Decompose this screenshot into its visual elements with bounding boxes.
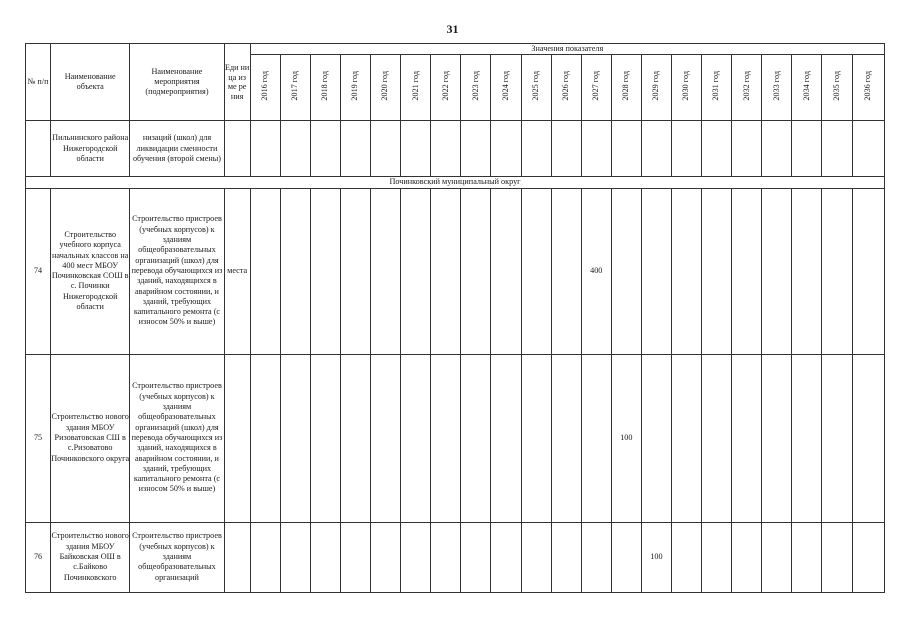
header-year: [491, 55, 521, 121]
header-year-label: 2017 год: [290, 71, 300, 101]
row-measure: Строительство пристроев (учебных корпусов) к зданиям общеобразовательных организаций: [130, 522, 224, 592]
row-num: 75: [26, 354, 51, 522]
value-cell: [280, 188, 310, 354]
header-year-label: 2023 год: [470, 71, 480, 101]
value-cell: [280, 354, 310, 522]
header-unit: Еди ни ца из ме ре ния: [224, 44, 250, 121]
value-cell: [461, 354, 491, 522]
row-unit: [224, 522, 250, 592]
value-cell: [371, 522, 401, 592]
header-measure-name: Наименование мероприятия (подмероприятия): [130, 44, 224, 121]
header-year: [521, 55, 551, 121]
header-year: [671, 55, 701, 121]
value-cell: [792, 121, 822, 177]
header-year-label: 2028 год: [621, 71, 631, 101]
row-object: Строительство нового здания МБОУ Ризоватовская СШ в с.Ризоватово Починковского округа: [51, 354, 130, 522]
value-cell: [431, 522, 461, 592]
row-unit: [224, 354, 250, 522]
header-year: [822, 55, 852, 121]
value-cell: [461, 121, 491, 177]
header-year-label: 2024 год: [500, 71, 510, 101]
header-year: [762, 55, 792, 121]
table-row: [26, 354, 885, 522]
value-cell: [521, 188, 551, 354]
value-cell: [340, 522, 370, 592]
row-unit: места: [224, 188, 250, 354]
header-year: [641, 55, 671, 121]
value-cell: [371, 354, 401, 522]
value-cell: [702, 188, 732, 354]
value-cell: [792, 354, 822, 522]
continuation-num: [26, 121, 51, 177]
value-cell: [732, 121, 762, 177]
value-cell: [732, 522, 762, 592]
value-cell: [671, 522, 701, 592]
header-year: [250, 55, 280, 121]
value-cell: [310, 121, 340, 177]
value-cell: 400: [581, 188, 611, 354]
value-cell: [551, 522, 581, 592]
header-year-label: 2019 год: [350, 71, 360, 101]
value-cell: [822, 522, 852, 592]
continuation-row: [26, 121, 885, 177]
indicator-table: [25, 43, 885, 593]
header-year: [340, 55, 370, 121]
header-year-label: 2032 год: [741, 71, 751, 101]
continuation-unit: [224, 121, 250, 177]
value-cell: [792, 522, 822, 592]
value-cell: [762, 188, 792, 354]
value-cell: [822, 121, 852, 177]
value-cell: [611, 188, 641, 354]
header-year: [551, 55, 581, 121]
header-year-label: 2035 год: [831, 71, 841, 101]
value-cell: [431, 354, 461, 522]
value-cell: [852, 188, 884, 354]
section-row: [26, 177, 885, 188]
value-cell: [641, 354, 671, 522]
value-cell: [491, 121, 521, 177]
row-object: Строительство учебного корпуса начальных классов на 400 мест МБОУ Починковская СОШ в с. Починки Нижегородской области: [51, 188, 130, 354]
value-cell: [671, 354, 701, 522]
table-row: [26, 188, 885, 354]
header-year: [611, 55, 641, 121]
value-cell: [762, 522, 792, 592]
header-year: [581, 55, 611, 121]
header-year: [401, 55, 431, 121]
header-year-label: 2029 год: [651, 71, 661, 101]
header-year-label: 2016 год: [260, 71, 270, 101]
value-cell: [581, 121, 611, 177]
value-cell: [310, 354, 340, 522]
header-year-label: 2031 год: [711, 71, 721, 101]
header-year: [310, 55, 340, 121]
header-year-label: 2020 год: [380, 71, 390, 101]
value-cell: [491, 354, 521, 522]
value-cell: [611, 121, 641, 177]
header-year-label: 2027 год: [591, 71, 601, 101]
value-cell: [250, 354, 280, 522]
value-cell: [641, 188, 671, 354]
value-cell: [521, 354, 551, 522]
value-cell: [852, 121, 884, 177]
value-cell: [491, 522, 521, 592]
header-year: [792, 55, 822, 121]
row-num: 76: [26, 522, 51, 592]
value-cell: [792, 188, 822, 354]
value-cell: [431, 188, 461, 354]
value-cell: [431, 121, 461, 177]
value-cell: [671, 121, 701, 177]
value-cell: [280, 121, 310, 177]
value-cell: [461, 188, 491, 354]
value-cell: [611, 522, 641, 592]
header-year: [371, 55, 401, 121]
value-cell: [551, 188, 581, 354]
value-cell: [822, 188, 852, 354]
continuation-object: Пильнинского района Нижегородской области: [51, 121, 130, 177]
header-year: [702, 55, 732, 121]
header-year-label: 2036 год: [863, 71, 873, 101]
header-num: № п/п: [26, 44, 51, 121]
header-year-label: 2018 год: [320, 71, 330, 101]
header-year: [732, 55, 762, 121]
value-cell: [401, 354, 431, 522]
value-cell: 100: [611, 354, 641, 522]
value-cell: [401, 522, 431, 592]
value-cell: [702, 354, 732, 522]
value-cell: [702, 522, 732, 592]
value-cell: [491, 188, 521, 354]
value-cell: [641, 121, 671, 177]
header-year-label: 2021 год: [410, 71, 420, 101]
row-object: Строительство нового здания МБОУ Байковская ОШ в с.Байково Починковского: [51, 522, 130, 592]
header-year-label: 2026 год: [561, 71, 570, 101]
header-year-label: 2030 год: [681, 71, 691, 101]
row-num: 74: [26, 188, 51, 354]
header-year: [461, 55, 491, 121]
value-cell: [732, 354, 762, 522]
header-values-group: Значения показателя: [250, 44, 884, 55]
value-cell: [521, 121, 551, 177]
value-cell: [671, 188, 701, 354]
value-cell: [551, 121, 581, 177]
value-cell: [762, 354, 792, 522]
value-cell: [852, 522, 884, 592]
value-cell: [280, 522, 310, 592]
value-cell: [461, 522, 491, 592]
value-cell: [250, 522, 280, 592]
value-cell: [702, 121, 732, 177]
value-cell: [401, 188, 431, 354]
value-cell: [581, 522, 611, 592]
header-year: [852, 55, 884, 121]
value-cell: [732, 188, 762, 354]
value-cell: [371, 121, 401, 177]
value-cell: [250, 188, 280, 354]
value-cell: [310, 522, 340, 592]
value-cell: [581, 354, 611, 522]
value-cell: [310, 188, 340, 354]
header-year-label: 2034 год: [801, 71, 811, 101]
continuation-measure: низаций (школ) для ликвидации сменности обучения (второй смены): [130, 121, 224, 177]
row-measure: Строительство пристроев (учебных корпусов) к зданиям общеобразовательных организаций (школ) для перевода обучающихся из зданий, находящихся в аварийном состоянии, и зданий, требующих капитального ремонта (с износом 50% и выше): [130, 354, 224, 522]
value-cell: [852, 354, 884, 522]
header-object-name: Наименование объекта: [51, 44, 130, 121]
value-cell: [340, 121, 370, 177]
value-cell: [551, 354, 581, 522]
header-year-label: 2022 год: [440, 71, 450, 101]
value-cell: [822, 354, 852, 522]
header-year: [280, 55, 310, 121]
table-row: [26, 522, 885, 592]
value-cell: [762, 121, 792, 177]
header-year-label: 2025 год: [530, 71, 540, 101]
value-cell: [401, 121, 431, 177]
value-cell: [250, 121, 280, 177]
page-number: 31: [446, 22, 459, 36]
value-cell: 100: [641, 522, 671, 592]
header-year-label: 2033 год: [771, 71, 781, 101]
value-cell: [371, 188, 401, 354]
section-title: Починковский муниципальный округ: [26, 177, 885, 188]
value-cell: [521, 522, 551, 592]
header-year: [431, 55, 461, 121]
row-measure: Строительство пристроев (учебных корпусов) к зданиям общеобразовательных организаций (школ) для перевода обучающихся из зданий, находящихся в аварийном состоянии, и зданий, требующих капитального ремонта (с износом 50% и выше): [130, 188, 224, 354]
value-cell: [340, 354, 370, 522]
value-cell: [340, 188, 370, 354]
